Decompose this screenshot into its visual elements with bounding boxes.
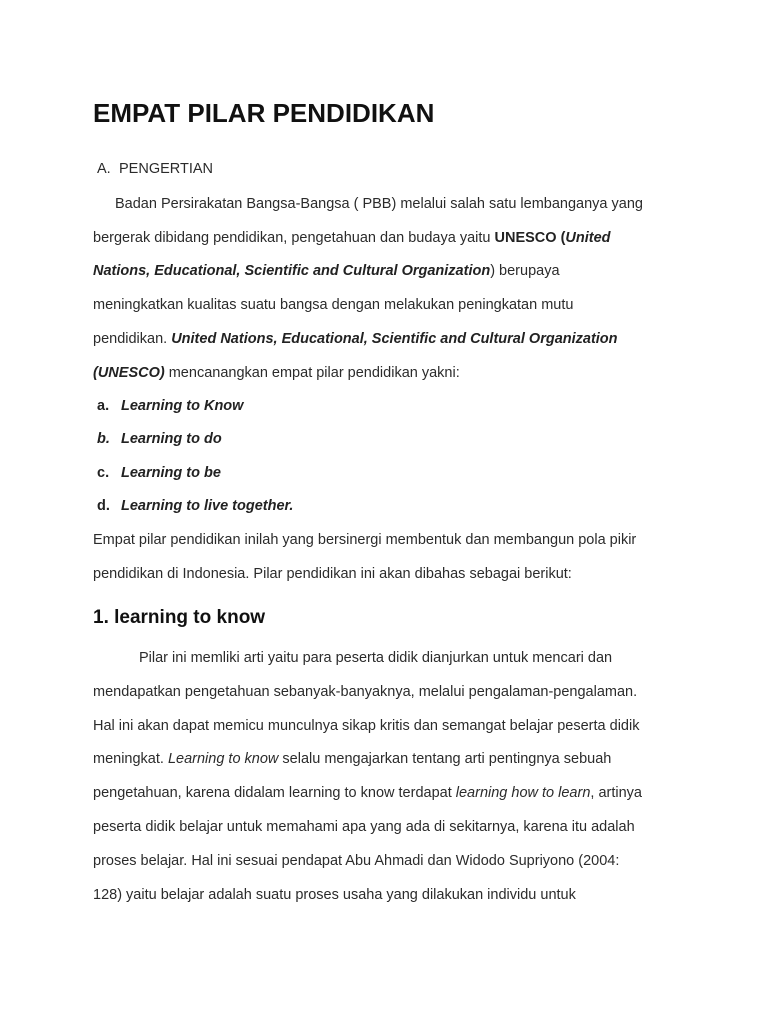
intro-text-5: pendidikan.: [93, 331, 172, 347]
intro-text-4: meningkatkan kualitas suatu bangsa dengan melakukan peningkatan mutu: [93, 297, 574, 313]
intro-text-6: mencanangkan empat pilar pendidikan yakni:: [164, 365, 460, 381]
unesco-acronym: (UNESCO): [93, 365, 165, 381]
body-text-4b: selalu mengajarkan tentang arti pentingnya sebuah: [278, 751, 612, 767]
summary-text-1: Empat pilar pendidikan inilah yang bersinergi membentuk dan membangun pola pikir: [93, 532, 637, 548]
page-title: EMPAT PILAR PENDIDIKAN: [93, 98, 435, 128]
pillar-item-d: [97, 497, 293, 515]
intro-text-3: ) berupaya: [490, 263, 560, 279]
body-line-4: [93, 750, 688, 768]
org-name-bold-italic-2: United Nations, Educational, Scientific and Cultural Organization: [171, 331, 618, 347]
summary-text-2: pendidikan di Indonesia. Pilar pendidikan ini akan dibahas sebagai berikut:: [93, 566, 572, 582]
body-line-5: [93, 784, 688, 802]
united-bold-italic: United: [565, 230, 611, 246]
learning-to-know-italic: Learning to know: [167, 751, 279, 767]
section-marker: A.: [97, 161, 111, 177]
intro-line-4: [93, 296, 688, 314]
body-line-6: [93, 818, 688, 836]
body-line-8: [93, 886, 688, 904]
pillar-marker: b.: [97, 431, 110, 447]
summary-line-1: [93, 531, 688, 549]
summary-line-2: [93, 565, 688, 583]
intro-line-6: [93, 364, 688, 382]
pillar-marker: c.: [97, 465, 110, 481]
body-line-1: [93, 649, 688, 667]
pillar-item-a: [97, 397, 243, 415]
org-name-bold-italic: Nations, Educational, Scientific and Cultural Organization: [93, 263, 491, 279]
subheading: 1. learning to know: [93, 607, 266, 628]
body-text-3: Hal ini akan dapat memicu munculnya sikap kritis dan semangat belajar peserta didik: [93, 718, 640, 734]
intro-line-3: [93, 262, 688, 280]
intro-line-1: [93, 195, 688, 213]
body-text-8: 128) yaitu belajar adalah suatu proses usaha yang dilakukan individu untuk: [93, 887, 576, 903]
learning-how-to-learn-italic: learning how to learn: [455, 785, 591, 801]
body-text-5: pengetahuan, karena didalam learning to know terdapat: [93, 785, 456, 801]
pillar-item-c: [97, 464, 221, 482]
body-text-4: meningkat.: [93, 751, 168, 767]
body-line-3: [93, 717, 688, 735]
body-line-7: [93, 852, 688, 870]
intro-text-1: Badan Persirakatan Bangsa-Bangsa ( PBB) melalui salah satu lembanganya yang: [115, 196, 643, 212]
pillar-text: Learning to be: [121, 465, 221, 481]
pillar-text: Learning to do: [121, 431, 222, 447]
intro-line-2: [93, 229, 688, 247]
body-line-2: [93, 683, 688, 701]
body-text-6: peserta didik belajar untuk memahami apa yang ada di sekitarnya, karena itu adalah: [93, 819, 635, 835]
pillar-marker: d.: [97, 498, 110, 514]
intro-text-2: bergerak dibidang pendidikan, pengetahuan dan budaya yaitu: [93, 230, 495, 246]
intro-line-5: [93, 330, 688, 348]
pillar-text: Learning to live together.: [121, 498, 294, 514]
section-heading-a: [97, 161, 213, 177]
pillar-marker: a.: [97, 398, 110, 414]
body-text-1: Pilar ini memliki arti yaitu para peserta didik dianjurkan untuk mencari dan: [139, 650, 613, 666]
body-text-5b: , artinya: [590, 785, 642, 801]
body-text-2: mendapatkan pengetahuan sebanyak-banyaknya, melalui pengalaman-pengalaman.: [93, 684, 638, 700]
unesco-bold: UNESCO (: [494, 230, 566, 246]
pillar-text: Learning to Know: [121, 398, 244, 414]
body-text-7: proses belajar. Hal ini sesuai pendapat Abu Ahmadi dan Widodo Supriyono (2004:: [93, 853, 620, 869]
pillar-item-b: [97, 430, 222, 448]
section-label: PENGERTIAN: [119, 161, 214, 177]
